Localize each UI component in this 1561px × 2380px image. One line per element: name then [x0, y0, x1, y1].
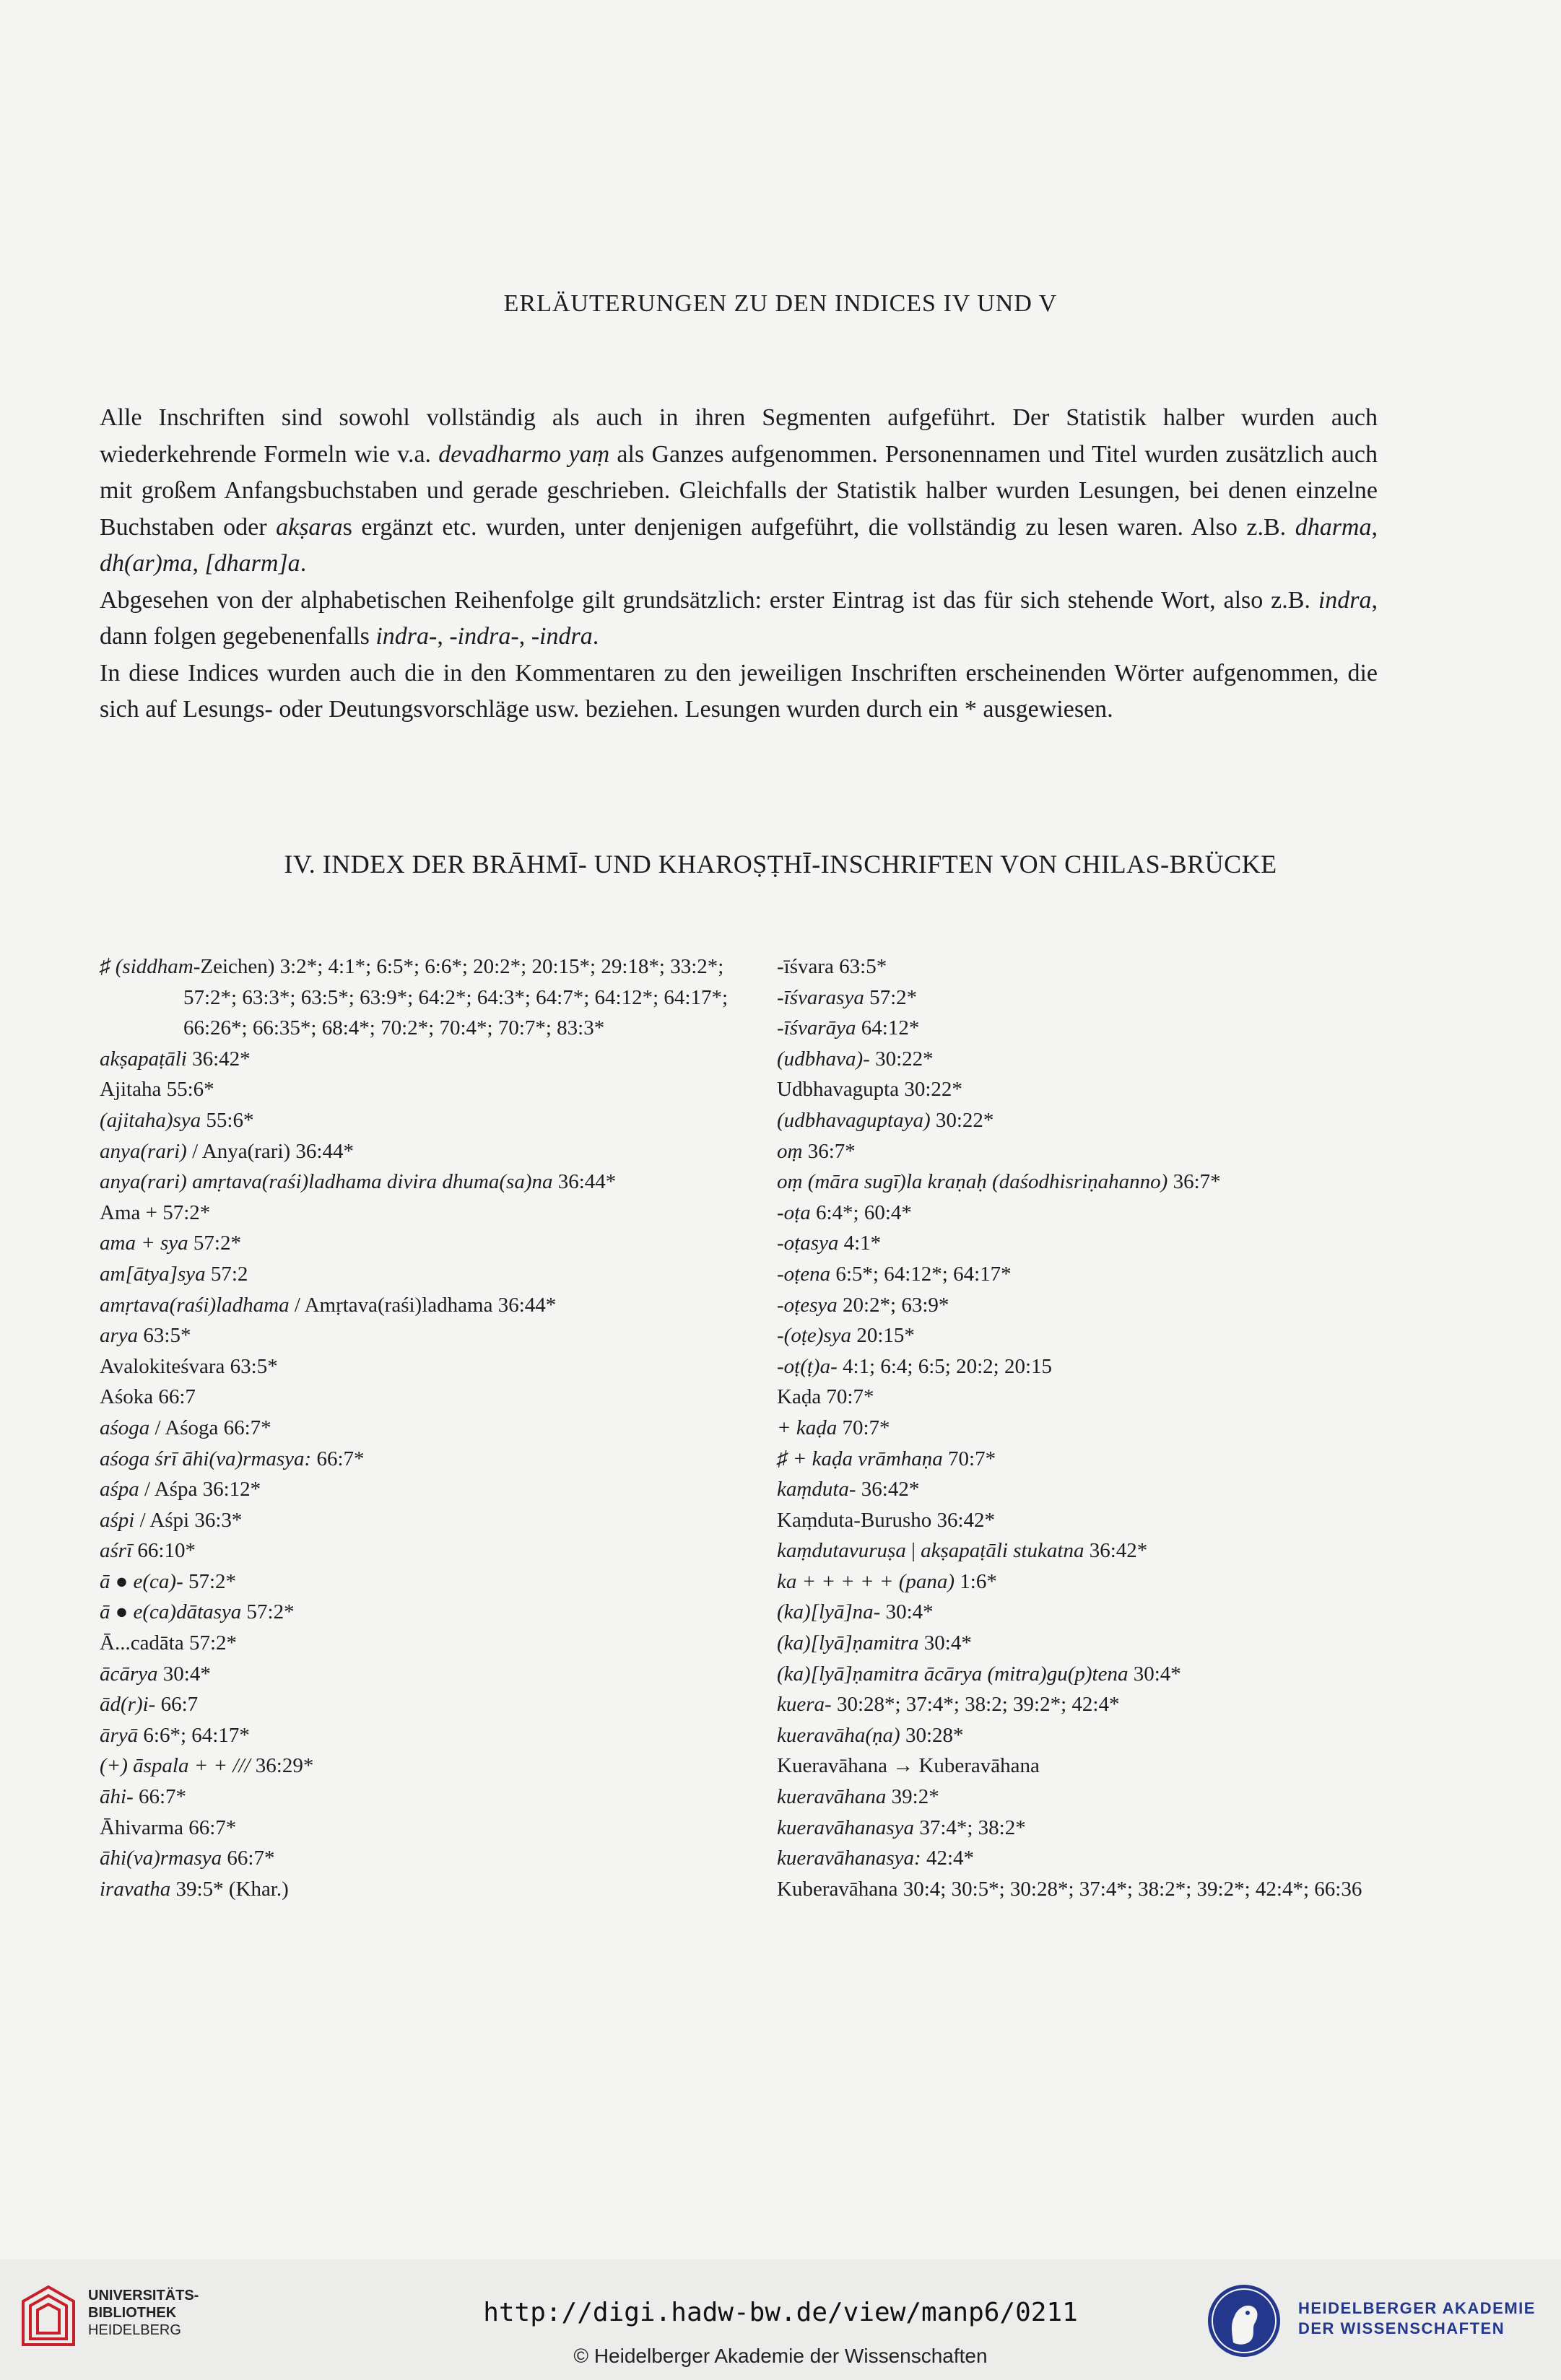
text-run: 57:2*	[188, 1232, 241, 1255]
italic-text: amṛtava(raśi)ladhama	[100, 1293, 290, 1317]
library-name-line: HEIDELBERG	[88, 2322, 181, 2338]
text-run: 36:42*	[856, 1478, 920, 1501]
text-run: 30:4*	[918, 1631, 972, 1655]
text-run: 36:7*	[802, 1139, 856, 1163]
text-run: 36:29*	[250, 1754, 314, 1778]
index-entry	[100, 1813, 764, 1844]
text-run: s ergänzt etc. wurden, unter denjenigen aufgeführt, die vollständig zu lesen waren. Also z.B.	[342, 513, 1295, 541]
text-run: , dann folgen gegebenenfalls	[100, 586, 1378, 650]
italic-text: -indra-	[449, 623, 519, 650]
index-entry	[100, 1566, 764, 1597]
italic-text: kueravāha(ṇa)	[777, 1723, 900, 1747]
italic-text: -oṭesya	[777, 1293, 838, 1317]
italic-text: arya	[100, 1324, 139, 1348]
index-entry	[100, 1843, 764, 1874]
italic-text: ka + + + + + (pana)	[777, 1569, 955, 1593]
italic-text: kaṃdutavuruṣa	[777, 1539, 906, 1563]
text-run: Kaṃduta-Burusho 36:42*	[777, 1508, 996, 1532]
index-entry	[777, 1474, 1412, 1505]
index-entry	[777, 951, 1412, 982]
index-entry	[777, 1782, 1412, 1813]
index-entry	[100, 1198, 764, 1229]
text-run: 30:28*	[900, 1723, 964, 1747]
italic-text: -(oṭe)sya	[777, 1324, 852, 1348]
text-run: .	[592, 623, 599, 650]
italic-text: -īśvarāya	[777, 1016, 856, 1040]
text-run: 30:28*; 37:4*; 38:2; 39:2*; 42:4*	[831, 1693, 1120, 1717]
text-run: 30:4*	[880, 1600, 934, 1624]
academy-name-line: DER WISSENSCHAFTEN	[1298, 2319, 1505, 2337]
text-run: als Ganzes aufgenommen. Personennamen und Titel wurden zusätzlich auch mit großem Anfangsbuchstaben und gerade geschrieben. Gleichfalls der Statistik halber wurden Lesungen, bei denen einzelne Buchstaben oder	[100, 440, 1378, 541]
italic-text: kaṃduta-	[777, 1478, 856, 1501]
index-entry	[777, 1228, 1412, 1259]
document-url-link[interactable]: http://digi.hadw-bw.de/view/manp6/0211	[483, 2298, 1078, 2327]
text-run: 70:7*	[837, 1416, 890, 1439]
text-run: ,	[1371, 513, 1378, 541]
italic-text: am[ātya]sya	[100, 1262, 206, 1286]
index-entry	[777, 1597, 1412, 1628]
text-run: Kueravāhana → Kuberavāhana	[777, 1754, 1040, 1778]
text-run: 30:22*	[869, 1047, 934, 1071]
index-entry	[777, 1566, 1412, 1597]
text-run: 63:5*	[138, 1324, 191, 1348]
library-name-line: BIBLIOTHEK	[88, 2305, 177, 2321]
index-entry	[777, 1382, 1412, 1413]
italic-text: aśpi	[100, 1508, 135, 1532]
italic-text: aśoga	[100, 1416, 150, 1439]
text-run: / Aśoga 66:7*	[149, 1416, 271, 1439]
italic-text: -oṭasya	[777, 1232, 839, 1255]
index-entry	[100, 1136, 764, 1167]
italic-text: kueravāhanasya	[777, 1815, 915, 1839]
text-run: -īśvara 63:5*	[777, 955, 887, 978]
text-run: 1:6*	[955, 1569, 997, 1593]
index-entry	[777, 1628, 1412, 1659]
index-entry	[777, 1413, 1412, 1444]
text-run: 57:2*	[864, 985, 918, 1009]
text-run: 57:2*	[241, 1600, 295, 1624]
italic-text: oṃ	[777, 1139, 803, 1163]
index-entry	[100, 1751, 764, 1782]
index-entry	[100, 1874, 764, 1905]
italic-text: -oṭa	[777, 1200, 811, 1224]
italic-text: -indra	[531, 623, 593, 650]
text-run: 70:7*	[942, 1447, 996, 1470]
index-entry	[777, 1074, 1412, 1105]
index-entry	[777, 1320, 1412, 1351]
italic-text: kueravāhana	[777, 1785, 887, 1809]
index-entry	[777, 1136, 1412, 1167]
index-entry	[777, 1720, 1412, 1751]
intro-paragraph	[100, 583, 1378, 655]
index-entry	[777, 1167, 1412, 1198]
index-entry	[777, 1290, 1412, 1321]
italic-text: dh(ar)ma	[100, 550, 193, 577]
italic-text: anya(rari) amṛtava(raśi)ladhama divira dhuma(sa)na	[100, 1170, 553, 1194]
index-entry	[777, 1689, 1412, 1720]
index-entry	[100, 1505, 764, 1536]
text-run: |	[905, 1539, 921, 1563]
index-entry	[100, 1044, 764, 1075]
italic-text: indra-	[375, 623, 438, 650]
italic-text: ācārya	[100, 1662, 158, 1686]
intro-paragraph	[100, 400, 1378, 583]
index-entry	[777, 1013, 1412, 1044]
text-run: 64:12*	[856, 1016, 920, 1040]
academy-seal-icon	[1204, 2281, 1284, 2361]
text-run: Abgesehen von der alphabetischen Reihenfolge gilt grundsätzlich: erster Eintrag ist das für sich stehende Wort, also z.B.	[100, 586, 1318, 614]
italic-text: [dharm]a	[204, 550, 300, 577]
index-entry	[100, 1782, 764, 1813]
index-entry	[777, 1105, 1412, 1136]
italic-text: aśpa	[100, 1478, 139, 1501]
text-run: Alle Inschriften sind sowohl vollständig als auch in ihren Segmenten aufgeführt. Der Statistik halber wurden auch wiederkehrende Formeln wie v.a.	[100, 404, 1378, 468]
index-entry	[100, 1597, 764, 1628]
text-run: 4:1*	[838, 1232, 882, 1255]
italic-text: indra	[1318, 586, 1372, 614]
text-run: 66:7*	[133, 1785, 187, 1809]
index-entry	[100, 1351, 764, 1382]
text-run: Udbhavagupta 30:22*	[777, 1078, 962, 1102]
index-entry	[100, 1382, 764, 1413]
text-run: 20:15*	[851, 1324, 915, 1348]
text-run: 66:10*	[132, 1539, 196, 1563]
text-run: 36:42*	[186, 1047, 251, 1071]
text-run: 57:2	[205, 1262, 248, 1286]
italic-text: (+) āspala + + ///	[100, 1754, 251, 1778]
italic-text: ♯ + kaḍa vrāmhaṇa	[777, 1447, 943, 1470]
text-run: Āhivarma 66:7*	[100, 1815, 237, 1839]
italic-text: (udbhavaguptaya)	[777, 1108, 931, 1132]
italic-text: (ka)[lyā]na-	[777, 1600, 881, 1624]
index-entry	[777, 1351, 1412, 1382]
copyright-notice: © Heidelberger Akademie der Wissenschaften	[573, 2345, 988, 2367]
section-heading-explanations: ERLÄUTERUNGEN ZU DEN INDICES IV UND V	[503, 290, 1058, 317]
text-run: 30:4*	[1128, 1662, 1181, 1686]
italic-text: ād(r)i-	[100, 1693, 156, 1717]
index-entry	[100, 1259, 764, 1290]
italic-text: iravatha	[100, 1877, 171, 1901]
text-run: 20:2*; 63:9*	[837, 1293, 949, 1317]
text-run: 30:4*	[157, 1662, 211, 1686]
academy-name-line: HEIDELBERGER AKADEMIE	[1298, 2299, 1536, 2317]
italic-text: kueravāhanasya:	[777, 1847, 921, 1870]
index-entry	[100, 1474, 764, 1505]
text-run: 36:42*	[1084, 1539, 1148, 1563]
index-entry	[100, 1228, 764, 1259]
italic-text: + kaḍa	[777, 1416, 838, 1439]
index-entry	[100, 1290, 764, 1321]
text-run: 6:4*; 60:4*	[810, 1200, 912, 1224]
text-run: Kaḍa 70:7*	[777, 1385, 874, 1409]
section-heading-index-iv: IV. INDEX DER BRĀHMĪ- UND KHAROṢṬHĪ-INSCHRIFTEN VON CHILAS-BRÜCKE	[284, 850, 1277, 879]
index-entry	[777, 1813, 1412, 1844]
text-run: / Aśpi 36:3*	[134, 1508, 243, 1532]
index-entry	[100, 1659, 764, 1690]
index-entry	[100, 1535, 764, 1566]
intro-paragraph	[100, 655, 1378, 728]
italic-text: ā ● e(ca)dātasya	[100, 1600, 242, 1624]
italic-text: (udbhava)-	[777, 1047, 870, 1071]
index-entry	[100, 1167, 764, 1198]
text-run: In diese Indices wurden auch die in den Kommentaren zu den jeweiligen Inschriften erscheinenden Wörter aufgenommen, die sich auf Lesungs- oder Deutungsvorschläge usw. beziehen. Lesungen wurden durch ein * ausgewiesen.	[100, 659, 1378, 723]
index-entry	[100, 1444, 764, 1475]
text-run: 4:1; 6:4; 6:5; 20:2; 20:15	[837, 1354, 1053, 1378]
text-run: 66:7*	[222, 1847, 275, 1870]
italic-text: -oṭ(ṭ)a-	[777, 1354, 838, 1378]
italic-text: devadharmo yaṃ	[438, 440, 610, 468]
index-entry	[777, 1259, 1412, 1290]
text-run: 55:6*	[201, 1108, 254, 1132]
index-entry	[100, 1689, 764, 1720]
text-run: 30:22*	[930, 1108, 994, 1132]
index-column-left	[100, 951, 764, 1904]
text-run: .	[300, 550, 307, 577]
index-entry	[100, 1320, 764, 1351]
italic-text: akṣapaṭāli	[100, 1047, 187, 1071]
text-run: 66:7*	[311, 1447, 365, 1470]
italic-text: (ajitaha)sya	[100, 1108, 201, 1132]
index-entry	[100, 1628, 764, 1659]
italic-text: oṃ (māra sugī)la kraṇaḥ (daśodhisriṇahanno)	[777, 1170, 1168, 1194]
index-entry	[100, 1074, 764, 1105]
index-entry	[100, 1720, 764, 1751]
italic-text: siddham	[122, 955, 194, 978]
italic-text: kuera-	[777, 1693, 832, 1717]
italic-text: ama + sya	[100, 1232, 188, 1255]
text-run: / Aśpa 36:12*	[139, 1478, 261, 1501]
academy-name	[1298, 2298, 1536, 2339]
italic-text: āhi-	[100, 1785, 134, 1809]
text-run: 57:2*	[183, 1569, 237, 1593]
italic-text: -īśvarasya	[777, 985, 864, 1009]
text-run: / Amṛtava(raśi)ladhama 36:44*	[289, 1293, 557, 1317]
italic-text: (ka)[lyā]ṇamitra	[777, 1631, 919, 1655]
text-run: Ajitaha 55:6*	[100, 1078, 214, 1102]
italic-text: aśoga śrī āhi(va)rmasya:	[100, 1447, 312, 1470]
italic-text: āhi(va)rmasya	[100, 1847, 222, 1870]
index-entry	[777, 1751, 1412, 1782]
index-entry	[100, 951, 764, 1044]
text-run: Kuberavāhana 30:4; 30:5*; 30:28*; 37:4*; 38:2*; 39:2*; 42:4*; 66:36	[777, 1877, 1362, 1901]
text-run: Ā...cadāta 57:2*	[100, 1631, 238, 1655]
italic-text: (ka)[lyā]ṇamitra ācārya (mitra)gu(p)tena	[777, 1662, 1129, 1686]
italic-text: akṣapaṭāli stukatna	[921, 1539, 1084, 1563]
index-entry	[100, 1413, 764, 1444]
index-entry	[777, 1874, 1412, 1905]
text-run: ,	[192, 550, 205, 577]
text-run: ,	[518, 623, 531, 650]
index-entry	[777, 1444, 1412, 1475]
italic-text: aśrī	[100, 1539, 133, 1563]
text-run: 6:6*; 64:17*	[138, 1723, 250, 1747]
text-run: / Anya(rari) 36:44*	[186, 1139, 354, 1163]
italic-text: ā ● e(ca)-	[100, 1569, 183, 1593]
text-run: Ama + 57:2*	[100, 1200, 211, 1224]
index-entry	[777, 1505, 1412, 1536]
index-entry	[777, 1843, 1412, 1874]
library-name-line: UNIVERSITÄTS-	[88, 2288, 199, 2303]
index-column-right	[777, 951, 1412, 1904]
text-run: 36:7*	[1168, 1170, 1221, 1194]
intro-text	[100, 400, 1378, 728]
text-run: ,	[437, 623, 450, 650]
text-run: Aśoka 66:7	[100, 1385, 196, 1409]
text-run: -Zeichen) 3:2*; 4:1*; 6:5*; 6:6*; 20:2*; 20:15*; 29:18*; 33:2*; 57:2*; 63:3*; 63:5*; 63:9*; 64:2*; 64:3*; 64:7*; 64:12*; 64:17*; 66:26*; 66:35*; 68:4*; 70:2*; 70:4*; 70:7*; 83:3*	[183, 955, 729, 1040]
italic-text: -oṭena	[777, 1262, 831, 1286]
index-entry	[100, 1105, 764, 1136]
italic-text: akṣara	[276, 513, 343, 541]
index-entry	[777, 1659, 1412, 1690]
text-run: 37:4*; 38:2*	[914, 1815, 1026, 1839]
text-run: 66:7	[155, 1693, 199, 1717]
index-entry	[777, 1044, 1412, 1075]
text-run: 6:5*; 64:12*; 64:17*	[830, 1262, 1012, 1286]
text-run: 42:4*	[921, 1847, 975, 1870]
index-entry	[777, 982, 1412, 1014]
text-run: 39:5* (Khar.)	[170, 1877, 289, 1901]
index-entry	[777, 1198, 1412, 1229]
italic-text: dharma	[1295, 513, 1372, 541]
text-run: 36:44*	[552, 1170, 617, 1194]
italic-text: āryā	[100, 1723, 139, 1747]
italic-text: ♯ (	[100, 955, 123, 978]
text-run: Avalokiteśvara 63:5*	[100, 1354, 278, 1378]
index-entry	[777, 1535, 1412, 1566]
italic-text: anya(rari)	[100, 1139, 187, 1163]
text-run: 39:2*	[886, 1785, 939, 1809]
